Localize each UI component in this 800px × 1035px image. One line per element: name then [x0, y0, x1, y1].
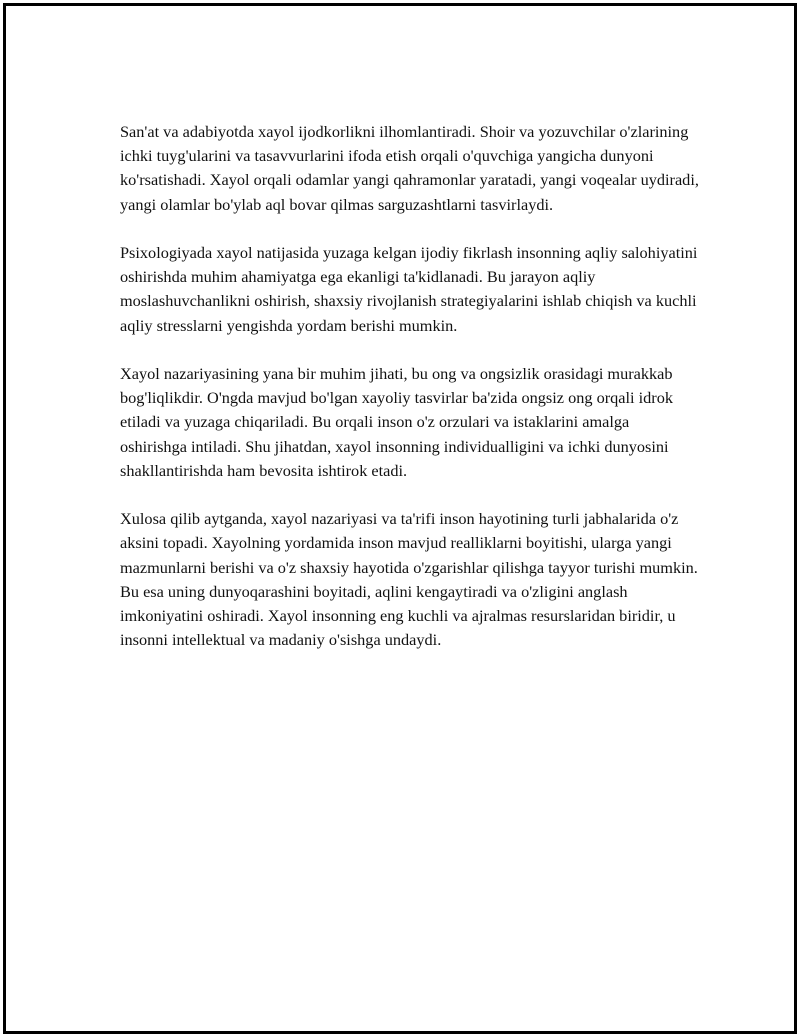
- paragraph-2: Psixologiyada xayol natijasida yuzaga kelgan ijodiy fikrlash insonning aqliy salohiyatini oshirishda muhim ahamiyatga ega ekanligi ta'kidlanadi. Bu jarayon aqliy moslashuvchanlikni oshirish, shaxsiy rivojlanish strategiyalarini ishlab chiqish va kuchli aqliy stresslarni yengishda yordam berishi mumkin.: [120, 243, 698, 335]
- paragraph-1: San'at va adabiyotda xayol ijodkorlikni ilhomlantiradi. Shoir va yozuvchilar o'zlarining ichki tuyg'ularini va tasavvurlarini ifoda etish orqali o'quvchiga yangicha dunyoni ko'rsatishadi. Xayol orqali odamlar yangi qahramonlar yaratadi, yangi voqealar uydiradi, yangi olamlar bo'ylab aql bovar qilmas sarguzashtlarni tasvirlaydi.: [120, 122, 699, 214]
- paragraph-4: Xulosa qilib aytganda, xayol nazariyasi va ta'rifi inson hayotining turli jabhalarida o'z aksini topadi. Xayolning yordamida inson mavjud realliklarni boyitishi, ularga yangi mazmunlarni berishi va o'z shaxsiy hayotida o'zgarishlar qilishga tayyor turishi mumkin. Bu esa uning dunyoqarashini boyitadi, aqlini kengaytiradi va o'zligini anglash imkoniyatini oshiradi. Xayol insonning eng kuchli va ajralmas resurslaridan biridir, u insonni intellektual va madaniy o'sishga undaydi.: [120, 509, 698, 650]
- document-page: [3, 3, 797, 1034]
- document-body: [120, 120, 700, 677]
- paragraph-3: Xayol nazariyasining yana bir muhim jihati, bu ong va ongsizlik orasidagi murakkab bog'liqlikdir. O'ngda mavjud bo'lgan xayoliy tasvirlar ba'zida ongsiz ong orqali idrok etiladi va yuzaga chiqariladi. Bu orqali inson o'z orzulari va istaklarini amalga oshirishga intiladi. Shu jihatdan, xayol insonning individualligini va ichki dunyosini shakllantirishda ham bevosita ishtirok etadi.: [120, 364, 673, 480]
